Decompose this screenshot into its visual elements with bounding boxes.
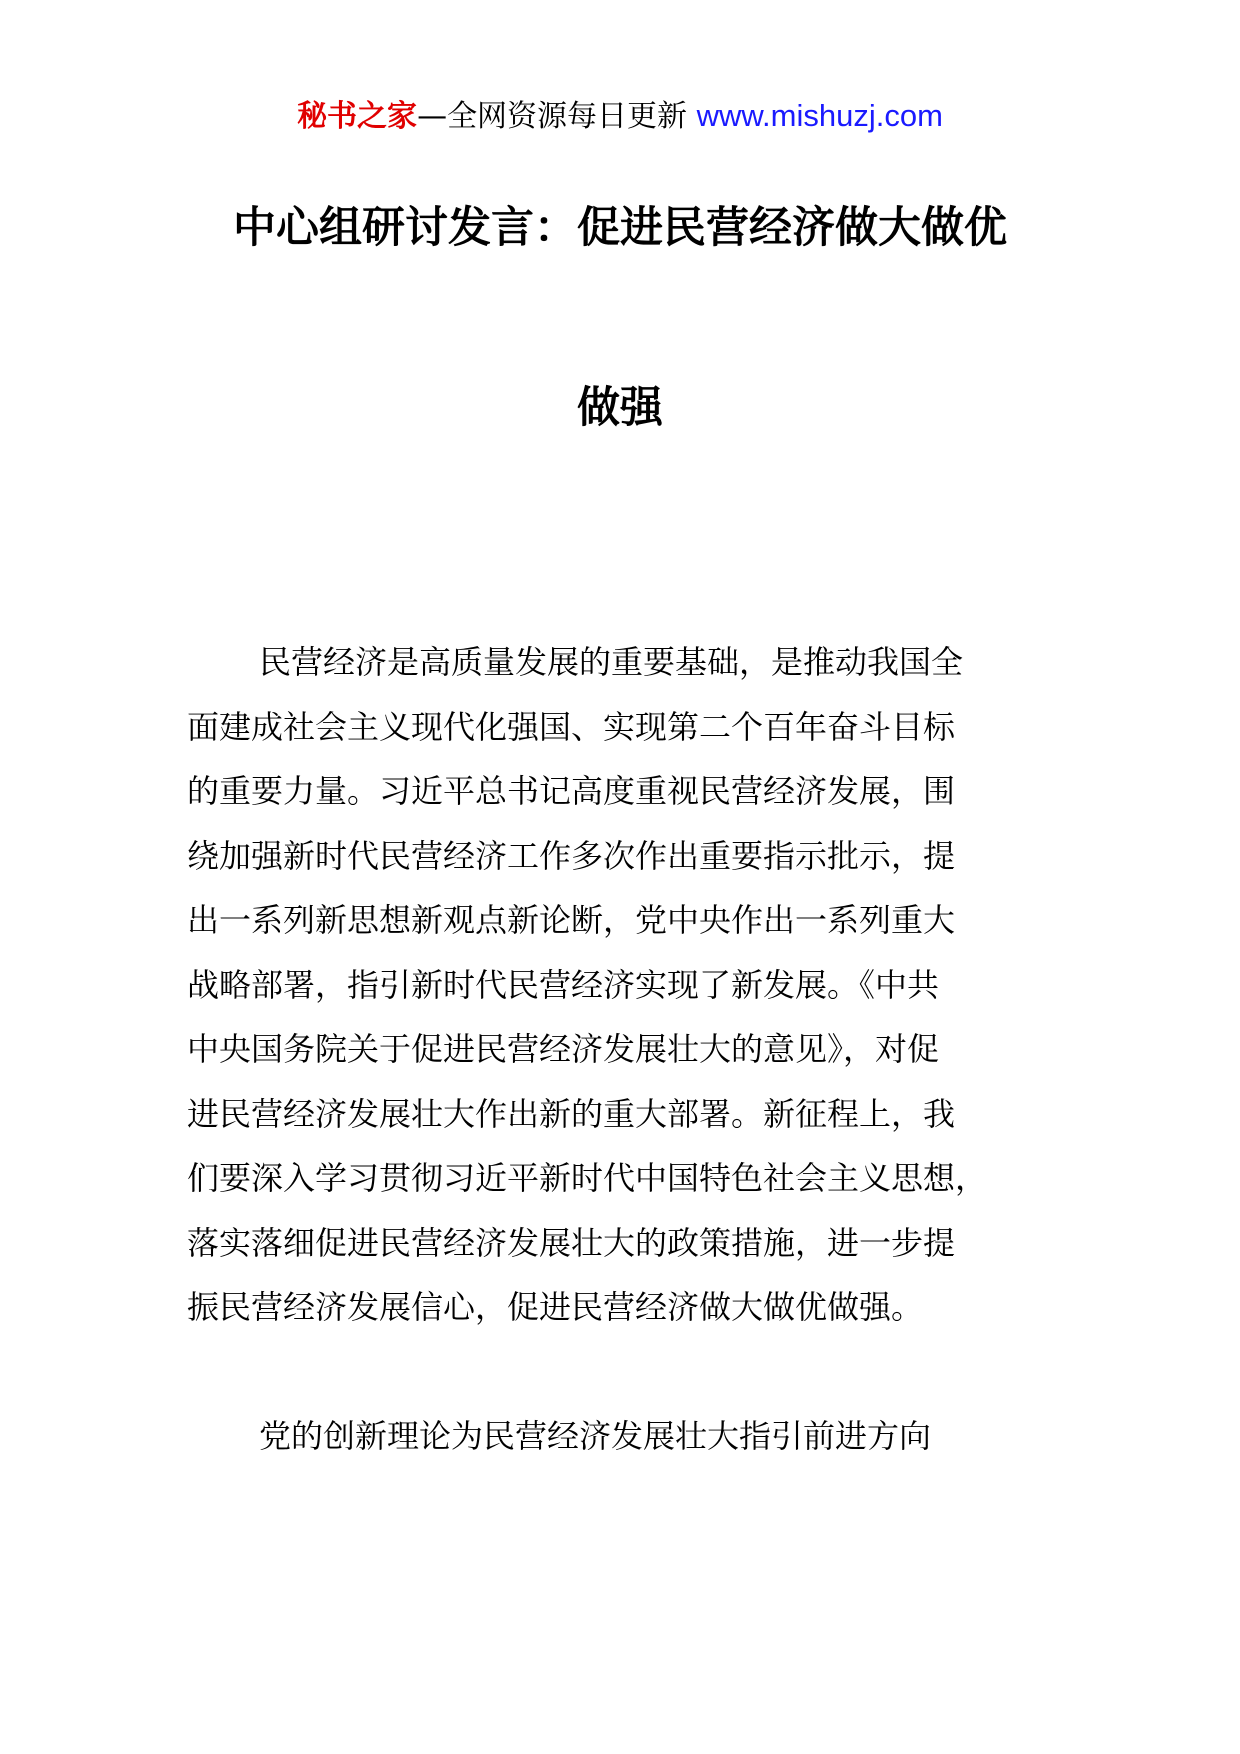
body-paragraph	[187, 630, 1067, 1340]
paragraph-line: 们要深入学习贯彻习近平新时代中国特色社会主义思想，	[187, 1159, 988, 1197]
document-title-line-2: 做强	[577, 383, 663, 433]
paragraph-line: 的重要力量。习近平总书记高度重视民营经济发展，围	[187, 772, 956, 810]
paragraph-line: 面建成社会主义现代化强国、实现第二个百年奋斗目标	[187, 707, 956, 746]
site-url-link[interactable]: www.mishuzj.com	[696, 98, 943, 133]
paragraph-line: 出一系列新思想新观点新论断，党中央作出一系列重大	[187, 901, 956, 939]
site-header	[0, 96, 1240, 137]
paragraph-line: 绕加强新时代民营经济工作多次作出重要指示批示，提	[187, 836, 956, 875]
paragraph-line: 落实落细促进民营经济发展壮大的政策措施，进一步提	[187, 1223, 956, 1262]
paragraph-line: 进民营经济发展壮大作出新的重大部署。新征程上，我	[187, 1094, 956, 1133]
document-title-line-1: 中心组研讨发言：促进民营经济做大做优	[233, 203, 1007, 253]
paragraph-line: 战略部署，指引新时代民营经济实现了新发展。《中共	[187, 965, 940, 1004]
site-tagline: —全网资源每日更新	[417, 99, 688, 134]
section-subheading: 党的创新理论为民营经济发展壮大指引前进方向	[259, 1417, 932, 1455]
site-brand: 秘书之家	[297, 99, 418, 134]
paragraph-line: 中央国务院关于促进民营经济发展壮大的意见》，对促	[187, 1030, 940, 1068]
paragraph-line: 民营经济是高质量发展的重要基础，是推动我国全	[259, 643, 964, 681]
paragraph-line: 振民营经济发展信心，促进民营经济做大做优做强。	[187, 1288, 924, 1326]
